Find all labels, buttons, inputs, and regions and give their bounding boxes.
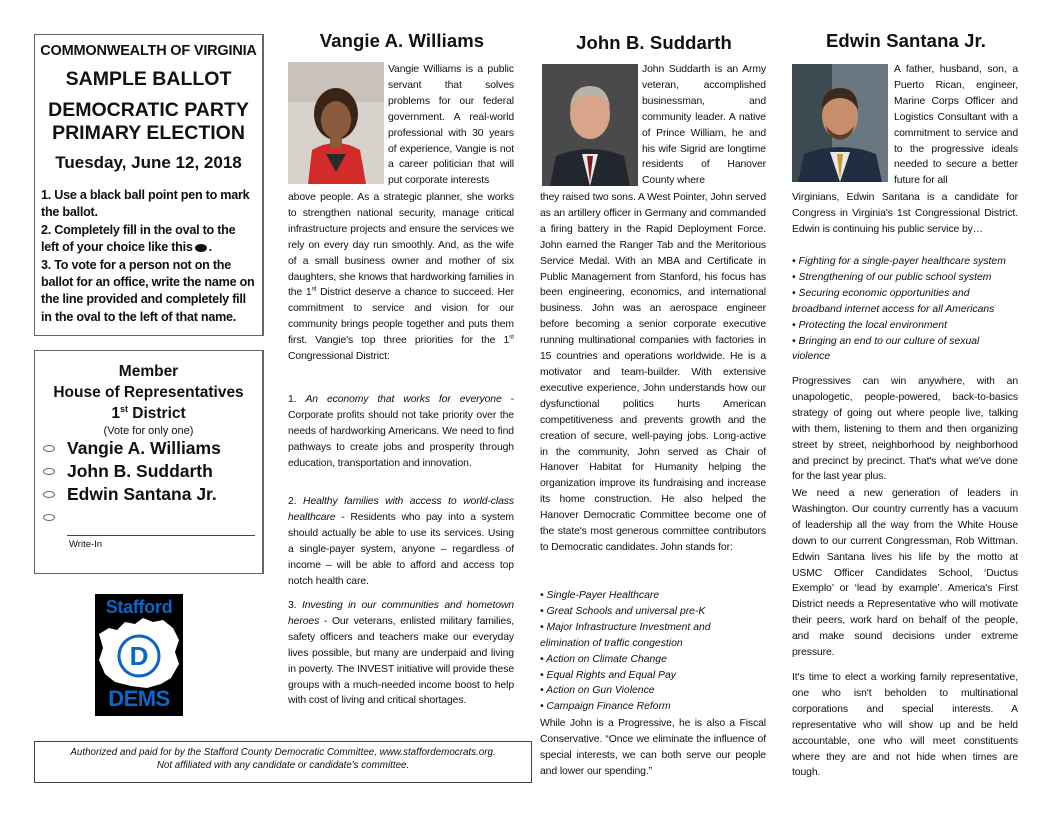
instruction-1: 1. Use a black ball point pen to mark the ballot. [41, 188, 250, 220]
candidate-heading: John B. Suddarth [576, 32, 732, 53]
santana-paragraph-3: We need a new generation of leaders in Washington. Our country currently has a vacuum of leadership all the way from the White House down to our current Congressman, Rob Wittman. Edwin Santana lives his life by the motto at USMC Officer Candidates School, ‘Ductus Exemplo’ or ‘lead by example’. America's First District needs a Representative who will motivate their peers, work hard on behalf of the people, and make sound decisions under extreme pressure. [792, 488, 1018, 659]
list-item: • Securing economic opportunities and [792, 287, 970, 299]
vote-oval[interactable] [43, 514, 55, 521]
candidate-name: Vangie A. Williams [67, 438, 221, 458]
santana-bio: Virginians, Edwin Santana is a candidate for Congress in Virginia's 1st Congressional District. Edwin is continuing his public service by… [792, 192, 1018, 235]
priority-title: Healthy families with access to world-class healthcare [288, 496, 514, 523]
candidate-name: John B. Suddarth [67, 461, 213, 481]
suddarth-bio: they raised two sons. A West Pointer, John served as an artillery officer in Germany and commanded a firing battery in the Rapid Deployment Force. John earned the Ranger Tab and the Meritorious Service Medal. With an MBA and Certificate in Public Management from Stanford, his focus has been engineering, economics, and international business. John was an aerospace engineer before becoming a senior corporate executive running multinational companies with factories in 15 countries and operations worldwide. He is a motivator and team-builder. With extensive executive experience, John understands how our dysfunctional politics hurts American competitiveness and prevents growth and the creation of secure, well-paying jobs. Long-active in the community, John served as Chair of Hanover Habitat for Humanity helping the organization improve its fundraising and increase its home construction. He also helped the Hanover Democratic Committee become one of the state's most generous committee contributors to Democratic candidates. John stands for: [540, 192, 766, 553]
santana-paragraph-4: It's time to elect a working family representative, one who isn't beholden to multinational corporations and special interests. A representative who will show up and be held accountable, one who will meet constituents where they are and not hide when times are tough. [792, 672, 1018, 779]
candidate-heading: Vangie A. Williams [319, 30, 485, 51]
santana-positions-list [792, 254, 1018, 365]
candidate-option-suddarth[interactable] [43, 460, 262, 483]
santana-column [792, 30, 1020, 52]
suddarth-closing: While John is a Progressive, he is also a Fiscal Conservative. “Once we eliminate the influence of special interests, we can both serve our people and lower our spending.” [540, 718, 766, 777]
candidate-option-williams[interactable] [43, 437, 262, 460]
logo-letter: D [129, 641, 149, 671]
instruction-3: 3. To vote for a person not on the ballot for an office, write the name on the line provided and completely fill in the oval to the left of that name. [41, 257, 255, 324]
williams-intro: Vangie Williams is a public servant that solves problems for our federal government. A real-world professional with 30 years of experience, Vangie is not a career politician that will put corporate interests [388, 64, 514, 187]
priority-number: 3. [288, 600, 302, 611]
williams-bio [288, 190, 514, 365]
list-item: broadband internet access for all Americans [792, 303, 995, 315]
vote-oval[interactable] [43, 468, 55, 475]
list-item: • Equal Rights and Equal Pay [540, 669, 676, 681]
ordinal-suffix: st [509, 333, 514, 341]
disclaimer-line-1: Authorized and paid for by the Stafford County Democratic Committee, www.staffordemocrats.org. [70, 747, 496, 758]
contest-title [35, 361, 262, 424]
district-suffix: st [119, 403, 128, 414]
williams-bio-b: District deserve a chance to succeed. Her commitment to service and vision for our community brings people together and puts them first. Vangie's top three priorities for the 1 [288, 287, 514, 347]
santana-intro: A father, husband, son, a Puerto Rican, engineer, Marine Corps Officer and Logistics Consultant with a commitment to service and to the progressive ideals needed to secure a better future for all [894, 64, 1018, 187]
list-item: • Campaign Finance Reform [540, 701, 671, 713]
list-item: • Great Schools and universal pre-K [540, 605, 706, 617]
santana-photo [792, 64, 888, 182]
vote-oval[interactable] [43, 445, 55, 452]
party-heading [35, 99, 262, 145]
list-item: • Single-Payer Healthcare [540, 590, 660, 601]
vote-oval[interactable] [43, 491, 55, 498]
list-item: • Protecting the local environment [792, 319, 947, 331]
portrait-image [792, 64, 888, 182]
priority-title: An economy that works for everyone [305, 394, 502, 405]
williams-bio-a: above people. As a strategic planner, she works to strengthen national security, manage critical infrastructure projects and ensure the services we rely on every day run smoothly. And, as the wife of a small business owner and mother of six daughters, she knows that hardworking families in the 1 [288, 192, 514, 299]
contest-line-3 [35, 403, 262, 424]
list-item: • Action on Gun Violence [540, 685, 655, 697]
list-item: • Fighting for a single-payer healthcare system [792, 256, 1006, 267]
commonwealth-heading: COMMONWEALTH OF VIRGINIA [40, 43, 257, 59]
logo-top-text: Stafford [105, 597, 173, 617]
disclaimer-box [34, 741, 532, 783]
candidate-option-santana[interactable] [43, 483, 262, 506]
priority-number: 1. [288, 394, 306, 405]
contest-box [34, 350, 264, 574]
instruction-2 [41, 222, 256, 257]
suddarth-column [540, 30, 768, 54]
santana-paragraph-2: Progressives can win anywhere, with an unapologetic, people-powered, back-to-basics strategy of going out where people live, talking with them, listening to them and then organizing street by street, neighborhood by neighborhood and precinct by precinct. That's what we've done for the last year plus. [792, 376, 1018, 483]
williams-bio-c: Congressional District: [288, 351, 390, 363]
list-item: violence [792, 351, 831, 363]
priority-number: 2. [288, 496, 304, 507]
list-item: elimination of traffic congestion [540, 637, 683, 649]
list-item: • Bringing an end to our culture of sexual [792, 335, 980, 347]
portrait-image [288, 62, 384, 184]
list-item: • Strengthening of our public school system [792, 271, 992, 283]
williams-photo [288, 62, 384, 184]
write-in-label: Write-In [69, 539, 103, 550]
write-in-line[interactable] [67, 535, 255, 536]
contest-line-1: Member [118, 363, 179, 380]
williams-priority-2 [288, 494, 514, 589]
ordinal-suffix: st [311, 285, 317, 293]
priority-text: - Residents who pay into a system should actually be able to use its services. Using a single-payer system, anyone – regardless of income – will be able to afford and access top notch health care. [288, 511, 514, 587]
logo-bottom-text: DEMS [108, 686, 170, 711]
candidate-name: Edwin Santana Jr. [67, 484, 217, 504]
sample-ballot-header-box [34, 34, 264, 336]
filled-oval-icon [195, 244, 207, 252]
priority-title: Investing in our communities and hometown heroes [288, 600, 514, 627]
priority-text: - Our veterans, enlisted military families, safety officers and teachers make our everyday lives possible, but many are underpaid and living in poverty. The INVEST initiative will provide these groups with a much-needed income boost to help with cost of living and critical shortages. [288, 615, 514, 707]
stafford-dems-logo [95, 594, 183, 716]
williams-column [288, 30, 516, 52]
contest-line-2: House of Representatives [53, 384, 244, 401]
suddarth-positions-list [540, 588, 766, 715]
portrait-image [542, 64, 638, 186]
write-in-option[interactable] [43, 506, 262, 529]
williams-priority-1 [288, 392, 514, 472]
suddarth-intro: John Suddarth is an Army veteran, accomplished businessman, and community leader. A native of Prince William, he and his wife Sigrid are longtime residents of Hanover County where [642, 64, 766, 187]
instruction-2-text: 2. Completely fill in the oval to the left of your choice like this [41, 222, 236, 255]
election-date: Tuesday, June 12, 2018 [55, 153, 242, 172]
williams-priority-3 [288, 598, 514, 709]
vote-for-one: (Vote for only one) [103, 425, 194, 437]
priority-text: - Corporate profits should not take priority over the needs of hardworking Americans. We need to find pathways to create jobs and prosperity through education, transportation and innovation. [288, 394, 514, 469]
district-number: 1 [111, 405, 120, 422]
candidate-heading: Edwin Santana Jr. [825, 30, 987, 51]
sample-ballot-heading: SAMPLE BALLOT [65, 68, 232, 90]
disclaimer-line-2: Not affiliated with any candidate or candidate's committee. [156, 760, 410, 771]
district-word: District [127, 405, 186, 422]
suddarth-photo [542, 64, 638, 186]
election-label: PRIMARY ELECTION [52, 122, 245, 144]
instruction-2-end: . [208, 240, 212, 255]
party-label: DEMOCRATIC PARTY [48, 99, 249, 121]
ballot-instructions [41, 187, 256, 326]
list-item: • Major Infrastructure Investment and [540, 621, 711, 633]
list-item: • Action on Climate Change [540, 653, 667, 665]
